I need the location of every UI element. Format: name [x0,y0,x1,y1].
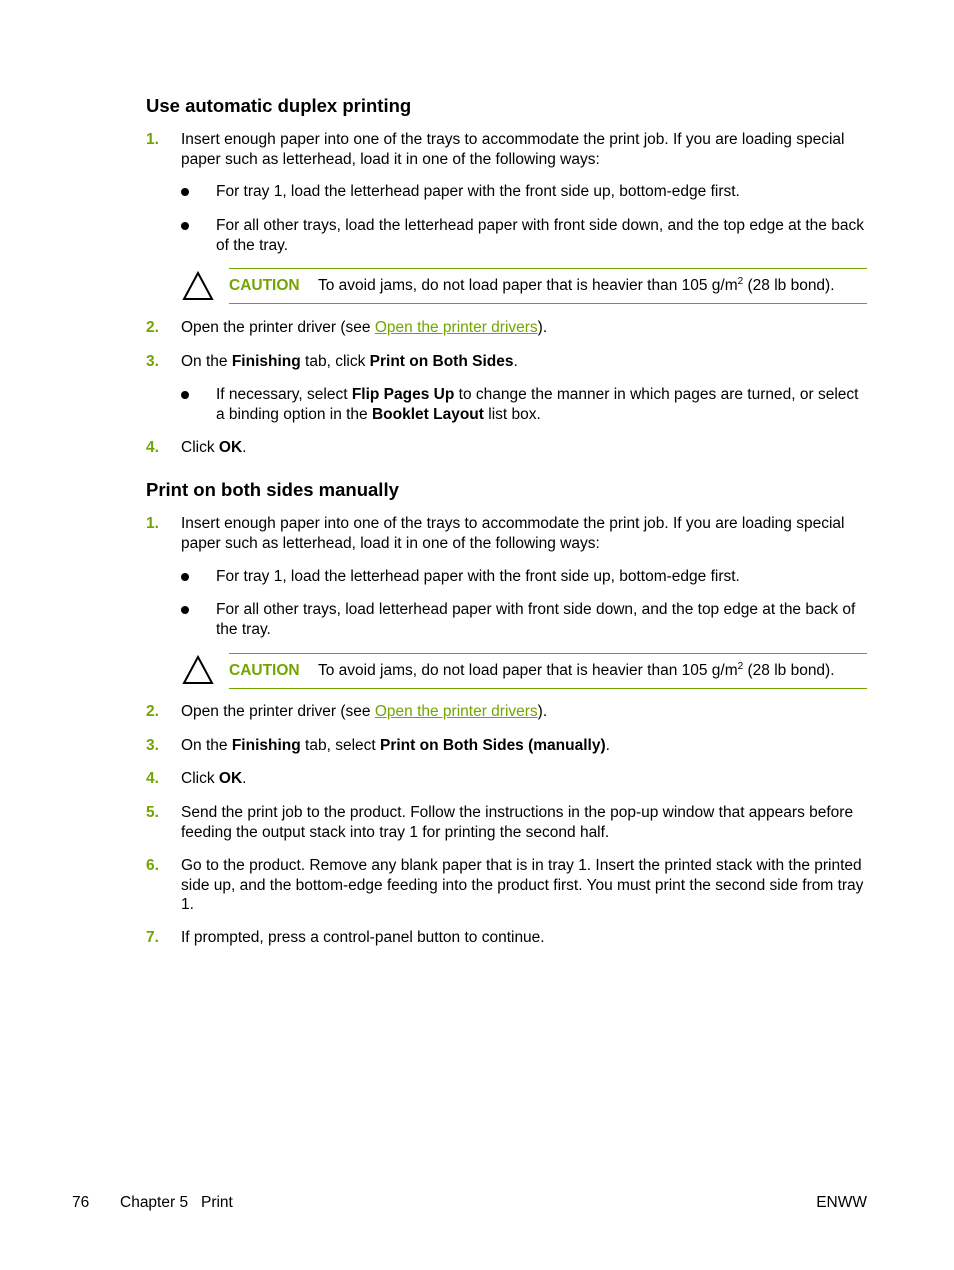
step-number: 4. [146,770,159,787]
bullet-icon [181,606,189,614]
caution-icon [182,271,214,301]
bullet-icon [181,188,189,196]
step-text: On the Finishing tab, click Print on Both Sides. [181,353,518,370]
bullet-text: For tray 1, load the letterhead paper with the front side up, bottom-edge first. [216,568,740,585]
step-number: 1. [146,131,159,148]
step-text: Go to the product. Remove any blank paper that is in tray 1. Insert the printed stack with the printed side up, and the bottom-edge feeding into the product first. You must print the second side from tray 1. [181,857,864,913]
open-printer-drivers-link[interactable]: Open the printer drivers [374,703,538,720]
bullet-icon [181,391,189,399]
step-text: Insert enough paper into one of the trays to accommodate the print job. If you are loading special paper such as letterhead, load it in one of the following ways: [181,515,845,552]
step-number: 2. [146,319,159,336]
page-number: 76 [72,1194,90,1211]
caution-text: To avoid jams, do not load paper that is heavier than 105 $g/m^2$ (28 lb bond). [318,276,835,294]
step-number: 3. [146,353,159,370]
footer-right-label: ENWW [816,1194,867,1211]
step-text: Click OK. [181,770,247,787]
step-number: 5. [146,804,159,821]
step-number: 7. [146,929,159,946]
caution-box [229,268,867,304]
caution-label: CAUTION [229,277,300,294]
bullet-text: For all other trays, load letterhead paper with front side down, and the top edge at the back of the tray. [216,601,856,638]
step-text: Insert enough paper into one of the trays to accommodate the print job. If you are loading special paper such as letterhead, load it in one of the following ways: [181,131,845,168]
open-printer-drivers-link[interactable]: Open the printer drivers [374,319,538,336]
step-text: Open the printer driver (see Open the printer drivers). [181,703,548,720]
caution-box [229,653,867,689]
step-text: Open the printer driver (see Open the printer drivers). [181,319,548,336]
step-text: Send the print job to the product. Follow the instructions in the pop-up window that appears before feeding the output stack into tray 1 for printing the second half. [181,804,854,841]
chapter-label: Chapter 5 Print [120,1194,233,1211]
bullet-icon [181,573,189,581]
step-number: 4. [146,439,159,456]
bullet-icon [181,222,189,230]
bullet-text: If necessary, select Flip Pages Up to change the manner in which pages are turned, or select a binding option in the Booklet Layout list box. [216,386,859,423]
section-heading-manual: Print on both sides manually [146,479,399,500]
step-number: 6. [146,857,159,874]
step-number: 1. [146,515,159,532]
bullet-text: For all other trays, load the letterhead paper with front side down, and the top edge at the back of the tray. [216,217,864,254]
caution-text: To avoid jams, do not load paper that is heavier than 105 $g/m^2$ (28 lb bond). [318,661,835,679]
bullet-text: For tray 1, load the letterhead paper with the front side up, bottom-edge first. [216,183,740,200]
caution-icon [182,655,214,685]
step-number: 2. [146,703,159,720]
step-text: Click OK. [181,439,247,456]
step-text: On the Finishing tab, select Print on Both Sides (manually). [181,737,610,754]
step-text: If prompted, press a control-panel button to continue. [181,929,545,946]
section-heading-duplex: Use automatic duplex printing [146,95,412,116]
step-number: 3. [146,737,159,754]
caution-label: CAUTION [229,662,300,679]
